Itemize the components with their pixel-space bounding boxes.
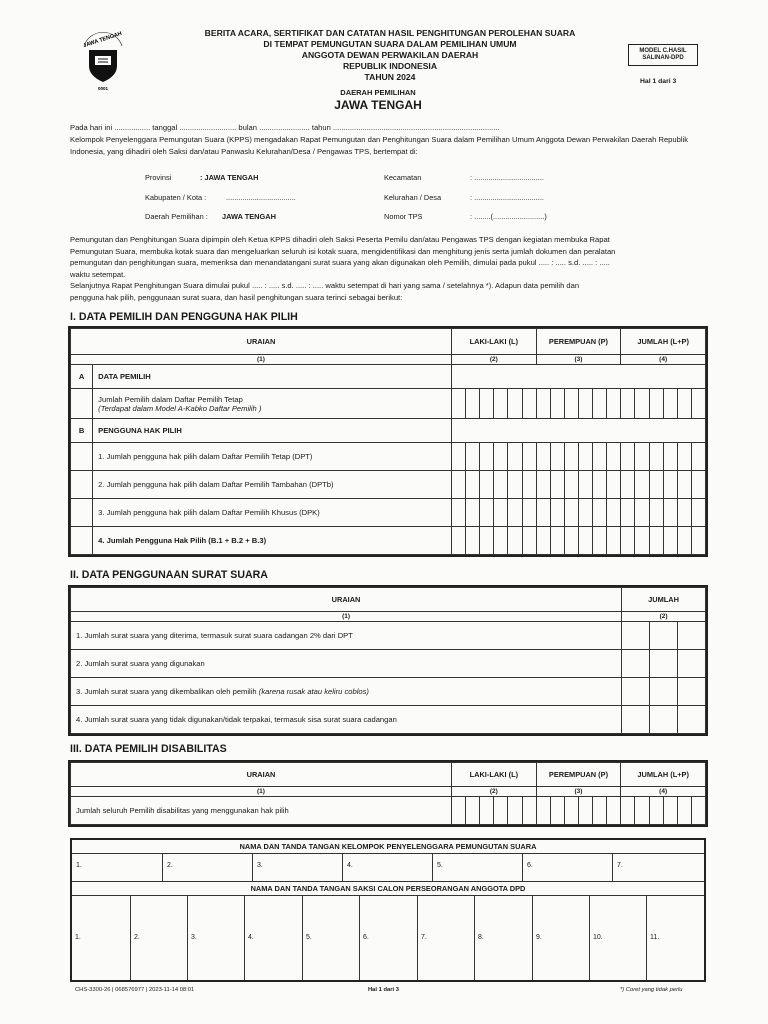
entry-box[interactable] [677,527,691,555]
page-number-bottom: Hal 1 dari 3 [368,987,399,993]
s1-a-title: DATA PEMILIH [93,365,452,389]
entry-box[interactable] [691,389,705,419]
s1-b-row-3: 3. Jumlah pengguna hak pilih dalam Daftar Pemilih Khusus (DPK) [93,499,452,527]
entry-box[interactable] [522,499,536,527]
entry-box[interactable] [451,527,465,555]
entry-box[interactable] [578,443,592,471]
model-line-2: SALINAN-DPD [642,55,684,61]
entry-box[interactable] [650,706,678,734]
entry-box[interactable] [480,443,494,471]
kpps-num-6: 6. [527,862,533,869]
entry-box[interactable] [564,527,578,555]
entry-box[interactable] [691,499,705,527]
saksi-slot-4[interactable] [244,896,302,980]
entry-box[interactable] [593,443,607,471]
entry-box[interactable] [564,499,578,527]
logo-arc-text: JAWA TENGAH [82,30,123,50]
kpps-num-4: 4. [347,862,353,869]
entry-box[interactable] [508,389,522,419]
s2-col-uraian: URAIAN [71,588,622,612]
saksi-slot-10[interactable] [589,896,646,980]
dapil-field-label: Daerah Pemilihan : [145,212,208,221]
s3-col-perempuan: PEREMPUAN (P) [536,763,621,787]
s1-num-3: (3) [536,355,621,365]
procedure-line-4: waktu setempat. [70,269,126,279]
page-number-top: Hal 1 dari 3 [640,78,677,85]
entry-box[interactable] [480,471,494,499]
section-2-title: II. DATA PENGGUNAAN SURAT SUARA [70,569,268,581]
entry-box[interactable] [578,797,592,825]
kelurahan-value: : .................................. [470,193,544,202]
entry-box[interactable] [508,443,522,471]
kpps-num-2: 2. [167,862,173,869]
entry-box[interactable] [691,527,705,555]
entry-box[interactable] [663,527,677,555]
entry-box[interactable] [607,443,621,471]
entry-box[interactable] [650,678,678,706]
entry-box[interactable] [451,471,465,499]
kpps-slot-6[interactable] [522,854,612,882]
entry-box[interactable] [677,499,691,527]
entry-box[interactable] [451,443,465,471]
s1-col-uraian: URAIAN [71,329,452,355]
entry-box[interactable] [522,471,536,499]
provinsi-label: Provinsi [145,173,172,182]
s1-b-blank [71,471,93,499]
entry-box[interactable] [649,389,663,419]
entry-box[interactable] [550,527,564,555]
entry-box[interactable] [607,797,621,825]
s3-num-2: (2) [452,787,537,797]
entry-box[interactable] [522,527,536,555]
entry-box[interactable] [536,527,550,555]
procedure-line-3: pemungutan dan penghitungan suara, memeriksa dan menandatangani surat suara yang akan digunakan oleh Pemilih, dimulai pada pukul ..... : ..... s.d. ..... : ..... [70,258,610,267]
dapil-field-value: JAWA TENGAH [222,212,276,221]
procedure-line-5: Selanjutnya Rapat Penghitungan Suara dimulai pukul ..... : ..... s.d. ..... : ..... waktu setempat di hari yang sama / setelahnya *). Adapun data pemilih dan [70,281,580,290]
entry-box[interactable] [650,622,678,650]
kpps-num-3: 3. [257,862,263,869]
procedure-paragraph [70,234,720,303]
kpu-logo [80,30,126,92]
kelurahan-label: Kelurahan / Desa [384,193,442,202]
entry-box[interactable] [607,499,621,527]
entry-box[interactable] [691,797,705,825]
entry-box[interactable] [480,499,494,527]
entry-box[interactable] [451,499,465,527]
entry-box[interactable] [691,471,705,499]
model-box [628,44,698,66]
s2-num-1: (1) [71,612,622,622]
tps-value: : ........(.........................) [470,212,547,221]
saksi-slot-7[interactable] [417,896,474,980]
s1-col-perempuan: PEREMPUAN (P) [536,329,621,355]
entry-box[interactable] [622,650,650,678]
saksi-num-9: 9. [536,934,542,941]
entry-box[interactable] [550,471,564,499]
s2-row-3 [71,678,622,706]
entry-box[interactable] [622,678,650,706]
kabkota-value: .................................. [226,193,296,202]
entry-box[interactable] [622,706,650,734]
s3-col-laki: LAKI-LAKI (L) [452,763,537,787]
entry-box[interactable] [508,499,522,527]
s3-num-4: (4) [621,787,706,797]
saksi-slot-9[interactable] [532,896,589,980]
entry-box[interactable] [677,471,691,499]
document-title [180,28,600,83]
entry-box[interactable] [451,389,465,419]
saksi-num-10: 10. [593,934,603,941]
saksi-num-1: 1. [75,934,81,941]
kpps-row [72,854,704,882]
entry-box[interactable] [593,527,607,555]
s1-a-row-1-label: Jumlah Pemilih dalam Daftar Pemilih Tetap [98,394,243,404]
entry-box[interactable] [663,443,677,471]
section-1-table [70,328,706,555]
entry-box[interactable] [466,527,480,555]
entry-box[interactable] [649,443,663,471]
entry-box[interactable] [494,797,508,825]
entry-box[interactable] [621,389,635,419]
s1-b-blank [71,499,93,527]
saksi-slot-5[interactable] [302,896,359,980]
s1-col-laki: LAKI-LAKI (L) [451,329,536,355]
entry-box[interactable] [494,443,508,471]
entry-box[interactable] [691,443,705,471]
s2-row-4: 4. Jumlah surat suara yang tidak digunakan/tidak terpakai, termasuk sisa surat suara cadangan [71,706,622,734]
entry-box[interactable] [522,797,536,825]
entry-box[interactable] [678,622,706,650]
date-line: Pada hari ini ................. tanggal ........................... bulan ........................ tahun ............................................................................... [70,123,500,132]
entry-box[interactable] [607,527,621,555]
s1-b-blank [71,527,93,555]
entry-box[interactable] [466,499,480,527]
tps-label: Nomor TPS [384,212,423,221]
kpps-num-1: 1. [76,862,82,869]
logo-code: 0001 [97,86,109,91]
entry-box[interactable] [494,527,508,555]
saksi-slot-11[interactable] [646,896,704,980]
entry-box[interactable] [522,389,536,419]
saksi-num-7: 7. [421,934,427,941]
entry-box[interactable] [578,527,592,555]
signature-block [70,838,706,982]
procedure-line-2: Pemungutan Suara, membuka kotak suara dan mengeluarkan seluruh isi kotak suara, mengidentifikasi dan menghitung jenis serta jumlah dokumen dan peralatan [70,246,616,256]
entry-box[interactable] [593,471,607,499]
entry-box[interactable] [508,471,522,499]
saksi-title: NAMA DAN TANDA TANGAN SAKSI CALON PERSEORANGAN ANGGOTA DPD [72,882,704,896]
s3-num-1: (1) [71,787,452,797]
entry-box[interactable] [635,499,649,527]
s1-col-jumlah: JUMLAH (L+P) [621,329,706,355]
saksi-num-8: 8. [478,934,484,941]
entry-box[interactable] [593,499,607,527]
s3-col-jumlah: JUMLAH (L+P) [621,763,706,787]
entry-box[interactable] [508,797,522,825]
entry-box[interactable] [564,471,578,499]
title-line-5: TAHUN 2024 [364,72,416,82]
s1-b-title: PENGGUNA HAK PILIH [93,419,452,443]
s1-a-blank [71,389,93,419]
entry-box[interactable] [508,527,522,555]
entry-box[interactable] [663,389,677,419]
entry-box[interactable] [564,443,578,471]
section-3-title: III. DATA PEMILIH DISABILITAS [70,743,227,755]
s1-b-row-1: 1. Jumlah pengguna hak pilih dalam Daftar Pemilih Tetap (DPT) [93,443,452,471]
entry-box[interactable] [480,389,494,419]
entry-box[interactable] [663,797,677,825]
s2-row-3-note: (karena rusak atau keliru coblos) [258,687,369,696]
s2-row-2: 2. Jumlah surat suara yang digunakan [71,650,622,678]
s1-a-letter: A [71,365,93,389]
dapil-name: JAWA TENGAH [334,98,422,112]
entry-box[interactable] [466,797,480,825]
entry-box[interactable] [607,389,621,419]
dapil-label: DAERAH PEMILIHAN [340,88,416,97]
entry-box[interactable] [494,499,508,527]
entry-box[interactable] [678,678,706,706]
entry-box[interactable] [649,499,663,527]
title-line-1: BERITA ACARA, SERTIFIKAT DAN CATATAN HASIL PENGHITUNGAN PEROLEHAN SUARA [204,28,576,38]
entry-box[interactable] [621,797,635,825]
entry-box[interactable] [650,650,678,678]
entry-box[interactable] [622,622,650,650]
saksi-num-5: 5. [306,934,312,941]
entry-box[interactable] [578,471,592,499]
entry-box[interactable] [621,471,635,499]
entry-box[interactable] [677,389,691,419]
entry-box[interactable] [635,797,649,825]
entry-box[interactable] [494,471,508,499]
entry-box[interactable] [593,389,607,419]
entry-box[interactable] [550,389,564,419]
s1-num-2: (2) [451,355,536,365]
entry-box[interactable] [621,499,635,527]
s2-row-1: 1. Jumlah surat suara yang diterima, termasuk surat suara cadangan 2% dari DPT [71,622,622,650]
entry-box[interactable] [494,389,508,419]
procedure-line-1: Pemungutan dan Penghitungan Suara dipimpin oleh Ketua KPPS dihadiri oleh Saksi Peserta Pemilu dan/atau Pengawas TPS dengan kegiatan membuka Rapat [70,235,610,244]
entry-box[interactable] [621,443,635,471]
entry-box[interactable] [635,471,649,499]
section-1-title: I. DATA PEMILIH DAN PENGGUNA HAK PILIH [70,311,298,323]
saksi-num-2: 2. [134,934,140,941]
saksi-slot-3[interactable] [187,896,244,980]
entry-box[interactable] [536,443,550,471]
section-2-table [70,587,706,734]
entry-box[interactable] [677,797,691,825]
kpps-slot-3[interactable] [252,854,342,882]
entry-box[interactable] [452,797,466,825]
s1-b-row-4: 4. Jumlah Pengguna Hak Pilih (B.1 + B.2 + B.3) [93,527,452,555]
saksi-num-11: 11. [650,934,660,941]
saksi-slot-2[interactable] [130,896,187,980]
s3-row: Jumlah seluruh Pemilih disabilitas yang menggunakan hak pilih [71,797,452,825]
entry-box[interactable] [635,389,649,419]
s2-num-2: (2) [622,612,706,622]
title-line-2: DI TEMPAT PEMUNGUTAN SUARA DALAM PEMILIHAN UMUM [263,39,517,49]
entry-box[interactable] [663,471,677,499]
kpps-slot-2[interactable] [162,854,252,882]
entry-box[interactable] [621,527,635,555]
kpps-slot-5[interactable] [432,854,522,882]
entry-box[interactable] [564,797,578,825]
entry-box[interactable] [466,471,480,499]
s1-b-row-2: 2. Jumlah pengguna hak pilih dalam Daftar Pemilih Tambahan (DPTb) [93,471,452,499]
entry-box[interactable] [536,499,550,527]
s1-a-spacer [451,365,705,389]
s1-b-letter: B [71,419,93,443]
saksi-slot-6[interactable] [359,896,417,980]
title-line-3: ANGGOTA DEWAN PERWAKILAN DAERAH [301,50,479,60]
entry-box[interactable] [678,706,706,734]
entry-box[interactable] [466,389,480,419]
entry-box[interactable] [536,797,550,825]
section-3-table [70,762,706,825]
entry-box[interactable] [550,797,564,825]
entry-box[interactable] [578,389,592,419]
kabkota-label: Kabupaten / Kota : [145,193,207,202]
entry-box[interactable] [677,443,691,471]
kpps-num-5: 5. [437,862,443,869]
entry-box[interactable] [607,471,621,499]
s1-num-1: (1) [71,355,452,365]
entry-box[interactable] [522,443,536,471]
entry-box[interactable] [649,527,663,555]
entry-box[interactable] [678,650,706,678]
saksi-num-3: 3. [191,934,197,941]
kecamatan-value: : .................................. [470,173,544,182]
entry-box[interactable] [593,797,607,825]
saksi-slot-1[interactable] [72,896,130,980]
entry-box[interactable] [649,797,663,825]
entry-box[interactable] [480,797,494,825]
s1-b-spacer [451,419,705,443]
s1-a-row-1-note: (Terdapat dalam Model A-Kabko Daftar Pemilih ) [98,403,262,413]
entry-box[interactable] [649,471,663,499]
entry-box[interactable] [466,443,480,471]
intro-paragraph: Kelompok Penyelenggara Pemungutan Suara (KPPS) mengadakan Rapat Pemungutan dan Penghitungan Suara dalam Pemilihan Umum Anggota Dewan Perwakilan Daerah Republik Indonesia, yang dihadiri oleh Saksi dan/atau Panwaslu Kelurahan/Desa / Pengawas TPS, bertempat di: [70,135,689,156]
saksi-row [72,896,704,980]
kpps-title: NAMA DAN TANDA TANGAN KELOMPOK PENYELENGGARA PEMUNGUTAN SUARA [72,840,704,854]
document-code: CHS-3300-26 | 068576977 | 2023-11-14 08:01 [75,987,195,993]
saksi-slot-8[interactable] [474,896,532,980]
s1-b-blank [71,443,93,471]
entry-box[interactable] [578,499,592,527]
s1-num-4: (4) [621,355,706,365]
footnote: *) Coret yang tidak perlu [620,987,683,993]
s2-row-3-label: 3. Jumlah surat suara yang dikembalikan oleh pemilih [76,687,257,696]
entry-box[interactable] [635,443,649,471]
entry-box[interactable] [550,499,564,527]
provinsi-value: : JAWA TENGAH [200,173,259,182]
kpps-num-7: 7. [617,862,623,869]
model-line-1: MODEL C.HASIL [639,48,687,54]
entry-box[interactable] [635,527,649,555]
s3-col-uraian: URAIAN [71,763,452,787]
kecamatan-label: Kecamatan [384,173,422,182]
s1-a-row-1 [93,389,452,419]
entry-box[interactable] [536,471,550,499]
entry-box[interactable] [564,389,578,419]
kpps-slot-7[interactable] [612,854,704,882]
entry-box[interactable] [663,499,677,527]
s3-num-3: (3) [536,787,621,797]
entry-box[interactable] [536,389,550,419]
procedure-line-6: pengguna hak pilih, penggunaan surat suara, dan hasil penghitungan suara terinci sebagai berikut: [70,292,403,302]
entry-box[interactable] [550,443,564,471]
s2-col-jumlah: JUMLAH [622,588,706,612]
saksi-num-6: 6. [363,934,369,941]
title-line-4: REPUBLIK INDONESIA [342,61,438,71]
kpps-slot-1[interactable] [72,854,162,882]
saksi-num-4: 4. [248,934,254,941]
kpps-slot-4[interactable] [342,854,432,882]
entry-box[interactable] [480,527,494,555]
